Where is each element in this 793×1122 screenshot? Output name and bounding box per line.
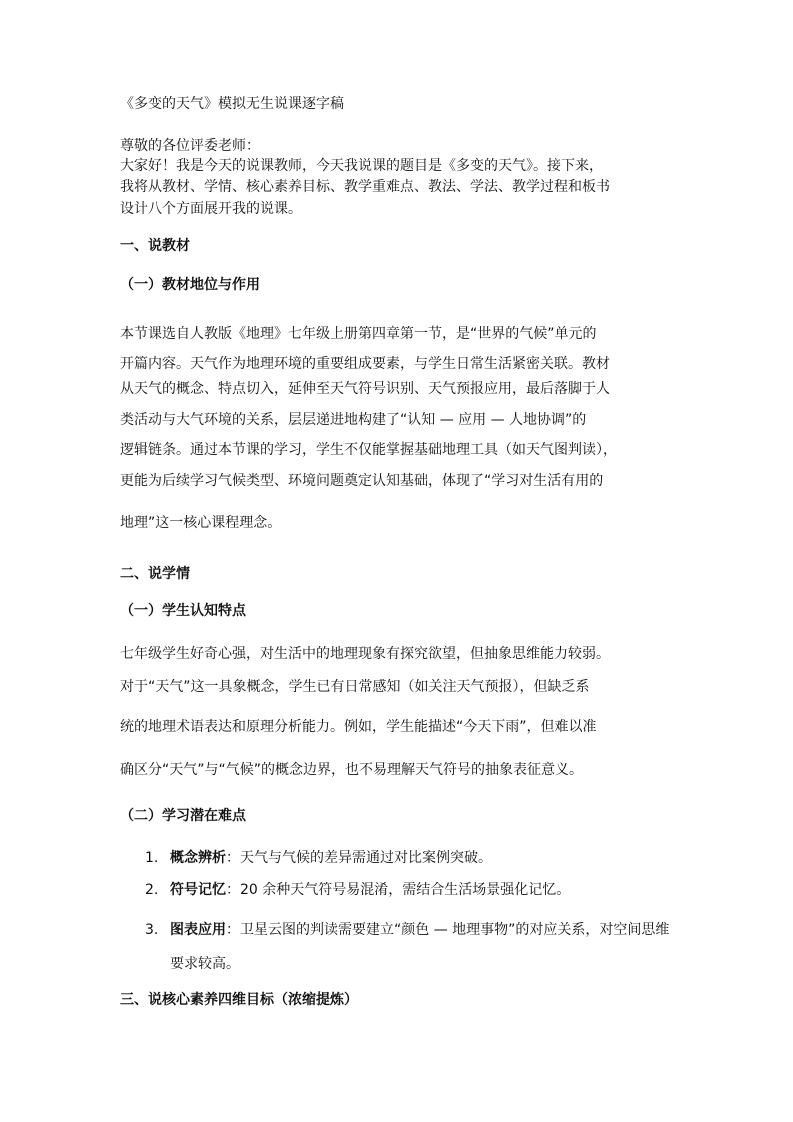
list-label: 图表应用 [170, 922, 226, 938]
paragraph-line: 七年级学生好奇心强，对生活中的地理现象有探究欲望，但抽象思维能力较弱。 [120, 646, 610, 662]
greeting: 尊敬的各位评委老师： [120, 138, 260, 154]
intro-line: 设计八个方面展开我的说课。 [120, 201, 302, 217]
subheading-2-2: （二）学习潜在难点 [120, 808, 246, 824]
section-heading-2: 二、说学情 [120, 566, 190, 582]
paragraph-line: 确区分“天气”与“气候”的概念边界，也不易理解天气符号的抽象表征意义。 [120, 762, 584, 778]
paragraph-line: 对于“天气”这一具象概念，学生已有日常感知（如关注天气预报），但缺乏系 [120, 679, 590, 695]
list-number: 1. [145, 850, 159, 866]
intro-line: 大家好！我是今天的说课教师，今天我说课的题目是《多变的天气》。接下来， [120, 158, 603, 174]
list-number: 3. [145, 922, 159, 938]
paragraph-line: 逻辑链条。通过本节课的学习，学生不仅能掌握基础地理工具（如天气图判读）， [120, 442, 617, 458]
list-label: 符号记忆 [170, 882, 226, 898]
list-label: 概念辨析 [170, 850, 226, 866]
list-text: ：卫星云图的判读需要建立“颜色 — 地理事物”的对应关系，对空间思维要求较高。 [170, 922, 670, 972]
list-text: ：天气与气候的差异需通过对比案例突破。 [226, 850, 492, 866]
paragraph-line: 类活动与大气环境的关系，层层递进地构建了“认知 — 应用 — 人地协调”的 [120, 412, 587, 428]
paragraph-line: 统的地理术语表达和原理分析能力。例如，学生能描述“今天下雨”，但难以准 [120, 719, 597, 735]
section-heading-3: 三、说核心素养四维目标（浓缩提炼） [120, 992, 358, 1008]
section-heading-1: 一、说教材 [120, 238, 190, 254]
paragraph-line: 更能为后续学习气候类型、环境问题奠定认知基础，体现了“学习对生活有用的 [120, 473, 604, 489]
paragraph-line: 从天气的概念、特点切入，延伸至天气符号识别、天气预报应用，最后落脚于人 [120, 381, 610, 397]
paragraph-line: 本节课选自人教版《地理》七年级上册第四章第一节，是“世界的气候”单元的 [120, 326, 597, 342]
document-title: 《多变的天气》模拟无生说课逐字稿 [120, 96, 344, 112]
subheading-1-1: （一）教材地位与作用 [120, 277, 260, 293]
paragraph-line: 地理”这一核心课程理念。 [120, 515, 282, 531]
subheading-2-1: （一）学生认知特点 [120, 603, 246, 619]
intro-line: 我将从教材、学情、核心素养目标、教学重难点、教法、学法、教学过程和板书 [120, 179, 610, 195]
list-text: ：20 余种天气符号易混淆，需结合生活场景强化记忆。 [226, 882, 571, 898]
paragraph-line: 开篇内容。天气作为地理环境的重要组成要素，与学生日常生活紧密关联。教材 [120, 356, 610, 372]
list-number: 2. [145, 882, 159, 898]
